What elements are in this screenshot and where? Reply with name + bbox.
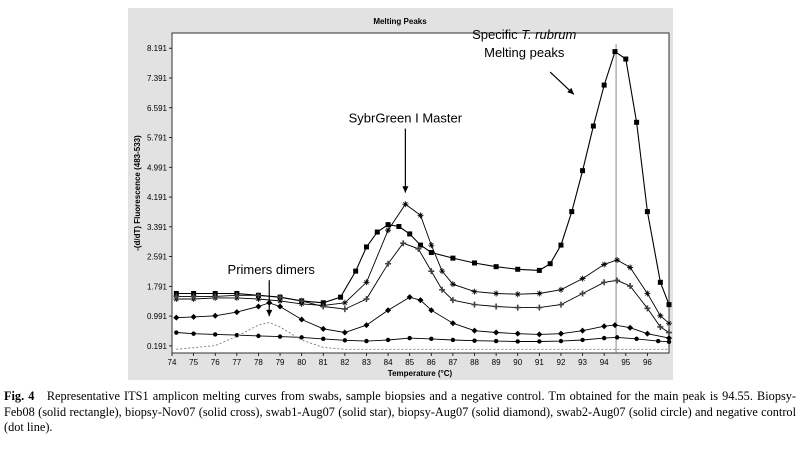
x-tick-label: 78 xyxy=(253,358,263,367)
data-point-rect xyxy=(338,295,343,300)
data-point-circle xyxy=(615,335,619,339)
data-point-circle xyxy=(321,337,325,341)
data-point-rect xyxy=(375,230,380,235)
data-point-rect xyxy=(667,302,672,307)
data-point-circle xyxy=(472,339,476,343)
annotation-sybrgreen: SybrGreen I Master xyxy=(348,110,463,126)
x-tick-label: 81 xyxy=(318,358,328,367)
x-tick-label: 95 xyxy=(621,358,631,367)
data-point-circle xyxy=(343,338,347,342)
data-point-rect xyxy=(386,222,391,227)
caption-text: Representative ITS1 amplicon melting curves from swabs, sample biopsies and a negative control. Tm obtained for the main peak is 94.55. Biopsy-Feb08 (solid rectangle), biopsy-Nov07 (solid cross), swab1-Aug07 (solid star), biopsy-Aug07 (solid diamond), swab2-Aug07 (solid circle) and negative control (dot line). xyxy=(4,389,796,434)
annotation-specific xyxy=(472,27,576,42)
data-point-circle xyxy=(667,340,671,344)
y-tick-label: 7.391 xyxy=(146,73,167,83)
y-tick-label: 3.391 xyxy=(146,222,167,232)
data-point-rect xyxy=(364,244,369,249)
annotation-primers-dimers: Primers dimers xyxy=(227,262,315,278)
data-point-circle xyxy=(191,331,195,335)
data-point-rect xyxy=(396,224,401,229)
data-point-rect xyxy=(494,264,499,269)
x-tick-label: 85 xyxy=(405,358,415,367)
figure-panel xyxy=(128,8,673,380)
data-point-rect xyxy=(450,256,455,261)
x-axis-label: Temperature (°C) xyxy=(387,369,453,378)
data-point-circle xyxy=(537,339,541,343)
annotation-melting-peaks: Melting peaks xyxy=(484,45,565,60)
data-point-rect xyxy=(645,209,650,214)
data-point-rect xyxy=(515,267,520,272)
data-point-circle xyxy=(174,330,178,334)
figure-caption xyxy=(4,389,796,436)
x-tick-label: 83 xyxy=(362,358,371,367)
data-point-rect xyxy=(537,268,542,273)
y-tick-label: 8.191 xyxy=(146,44,167,54)
x-tick-label: 82 xyxy=(340,358,350,367)
x-tick-label: 89 xyxy=(491,358,501,367)
x-tick-label: 80 xyxy=(297,358,307,367)
x-tick-label: 77 xyxy=(232,358,242,367)
plot-area xyxy=(172,33,669,353)
x-tick-label: 90 xyxy=(513,358,523,367)
melting-peaks-chart xyxy=(128,8,673,380)
data-point-circle xyxy=(451,338,455,342)
x-tick-label: 74 xyxy=(167,358,177,367)
annotation-specific-prefix: Specific xyxy=(472,27,522,42)
x-tick-label: 84 xyxy=(383,358,393,367)
data-point-circle xyxy=(580,338,584,342)
data-point-circle xyxy=(602,336,606,340)
data-point-rect xyxy=(623,57,628,62)
data-point-circle xyxy=(559,339,563,343)
data-point-circle xyxy=(429,337,433,341)
x-tick-label: 87 xyxy=(448,358,458,367)
y-tick-label: 4.191 xyxy=(146,193,167,203)
y-tick-label: 0.191 xyxy=(146,341,167,351)
data-point-circle xyxy=(656,339,660,343)
data-point-rect xyxy=(612,49,617,54)
data-point-rect xyxy=(658,280,663,285)
data-point-rect xyxy=(407,231,412,236)
x-tick-label: 92 xyxy=(556,358,566,367)
data-point-rect xyxy=(591,124,596,129)
data-point-rect xyxy=(548,261,553,266)
data-point-circle xyxy=(213,332,217,336)
data-point-rect xyxy=(602,83,607,88)
y-tick-label: 1.791 xyxy=(146,282,167,292)
caption-lead: Fig. 4 xyxy=(4,389,35,403)
data-point-rect xyxy=(429,250,434,255)
data-point-rect xyxy=(353,269,358,274)
data-point-rect xyxy=(558,243,563,248)
data-point-rect xyxy=(569,209,574,214)
y-tick-label: 0.991 xyxy=(146,312,167,322)
annotation-specific-species: T. rubrum xyxy=(521,27,577,42)
data-point-rect xyxy=(580,168,585,173)
y-tick-label: 2.591 xyxy=(146,252,167,262)
y-tick-label: 4.991 xyxy=(146,163,167,173)
y-axis-label: -(d/dT) Fluorescence (483-533) xyxy=(133,135,142,251)
x-tick-label: 93 xyxy=(578,358,588,367)
chart-title: Melting Peaks xyxy=(373,17,427,26)
y-tick-label: 5.791 xyxy=(146,133,167,143)
data-point-circle xyxy=(256,334,260,338)
data-point-rect xyxy=(634,120,639,125)
data-point-circle xyxy=(364,339,368,343)
data-point-circle xyxy=(386,338,390,342)
x-tick-label: 86 xyxy=(426,358,436,367)
data-point-circle xyxy=(634,337,638,341)
x-tick-label: 76 xyxy=(210,358,220,367)
x-tick-label: 75 xyxy=(189,358,199,367)
x-tick-label: 88 xyxy=(470,358,479,367)
y-tick-label: 6.591 xyxy=(146,103,167,113)
x-tick-label: 91 xyxy=(534,358,544,367)
data-point-rect xyxy=(472,260,477,265)
data-point-circle xyxy=(494,339,498,343)
data-point-circle xyxy=(407,336,411,340)
x-tick-label: 79 xyxy=(275,358,285,367)
x-tick-label: 94 xyxy=(599,358,609,367)
x-tick-label: 96 xyxy=(642,358,652,367)
data-point-circle xyxy=(278,334,282,338)
data-point-circle xyxy=(516,339,520,343)
